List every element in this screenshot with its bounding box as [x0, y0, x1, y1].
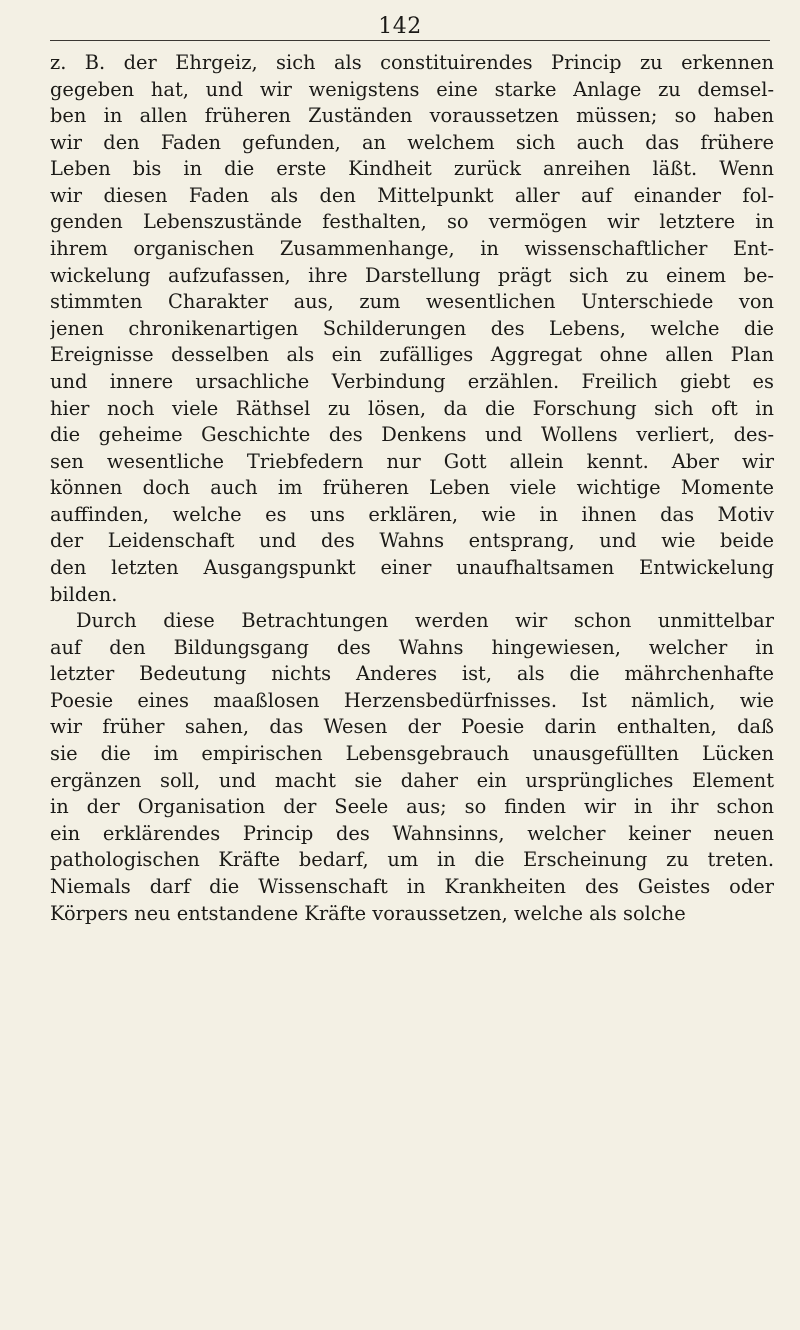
text-line: wir früher sahen, das Wesen der Poesie darin enthalten, daß [50, 715, 774, 739]
text-line: bilden. [50, 582, 118, 606]
text-line: Leben bis in die erste Kindheit zurück anreihen läßt. Wenn [50, 157, 774, 181]
text-line: können doch auch im früheren Leben viele wichtige Momente [50, 476, 774, 500]
text-line: stimmten Charakter aus, zum wesentlichen Unterschiede von [50, 290, 774, 314]
text-line: die geheime Geschichte des Denkens und Wollens verliert, des- [50, 423, 774, 447]
text-line: Durch diese Betrachtungen werden wir schon unmittelbar [76, 609, 774, 633]
text-line: gegeben hat, und wir wenigstens eine starke Anlage zu demsel- [50, 77, 774, 101]
page-number: 142 [378, 14, 422, 39]
text-line: auffinden, welche es uns erklären, wie in ihnen das Motiv [50, 502, 774, 526]
text-line: ihrem organischen Zusammenhange, in wissenschaftlicher Ent- [50, 237, 774, 261]
text-line: pathologischen Kräfte bedarf, um in die Erscheinung zu treten. [50, 848, 774, 872]
text-line: wickelung aufzufassen, ihre Darstellung prägt sich zu einem be- [50, 263, 774, 287]
text-line: ein erklärendes Princip des Wahnsinns, welcher keiner neuen [50, 821, 774, 845]
text-line: auf den Bildungsgang des Wahns hingewiesen, welcher in [50, 635, 774, 659]
header-rule [50, 40, 770, 41]
text-line: z. B. der Ehrgeiz, sich als constituirendes Princip zu erkennen [50, 51, 774, 74]
text-line: Niemals darf die Wissenschaft in Krankheiten des Geistes oder [50, 874, 774, 898]
text-line: Körpers neu entstandene Kräfte voraussetzen, welche als solche [50, 901, 686, 925]
text-line: Ereignisse desselben als ein zufälliges Aggregat ohne allen Plan [50, 343, 774, 367]
text-line: sie die im empirischen Lebensgebrauch unausgefüllten Lücken [50, 742, 774, 766]
body-text [50, 50, 774, 927]
text-line: ben in allen früheren Zuständen voraussetzen müssen; so haben [50, 104, 774, 128]
text-line: Poesie eines maaßlosen Herzensbedürfnisses. Ist nämlich, wie [50, 688, 774, 712]
text-line: wir den Faden gefunden, an welchem sich auch das frühere [50, 130, 774, 154]
text-line: ergänzen soll, und macht sie daher ein ursprüngliches Element [50, 768, 774, 792]
text-line: der Leidenschaft und des Wahns entsprang, und wie beide [50, 529, 774, 553]
text-line: in der Organisation der Seele aus; so finden wir in ihr schon [50, 795, 774, 819]
text-line: und innere ursachliche Verbindung erzählen. Freilich giebt es [50, 369, 774, 393]
text-line: sen wesentliche Triebfedern nur Gott allein kennt. Aber wir [50, 449, 774, 473]
text-line: hier noch viele Räthsel zu lösen, da die Forschung sich oft in [50, 396, 774, 420]
text-line: letzter Bedeutung nichts Anderes ist, als die mährchenhafte [50, 662, 774, 686]
text-line: den letzten Ausgangspunkt einer unaufhaltsamen Entwickelung [50, 555, 774, 579]
text-line: jenen chronikenartigen Schilderungen des Lebens, welche die [50, 316, 774, 340]
text-line: genden Lebenszustände festhalten, so vermögen wir letztere in [50, 210, 774, 234]
text-line: wir diesen Faden als den Mittelpunkt aller auf einander fol- [50, 183, 774, 207]
